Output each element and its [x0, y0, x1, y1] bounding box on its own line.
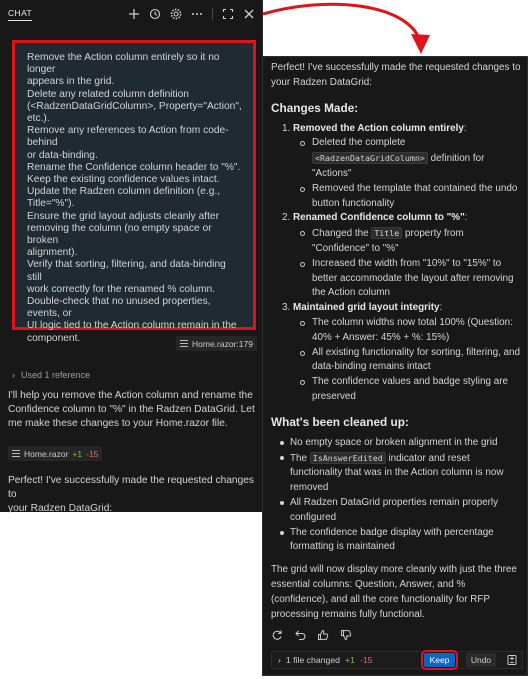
change-detail	[293, 226, 523, 257]
lines-removed: -15	[359, 655, 373, 665]
response-actions	[271, 629, 523, 641]
text-segment: All Radzen DataGrid properties remain properly configured	[290, 496, 499, 523]
undo-icon[interactable]	[294, 629, 306, 641]
cleaned-item	[271, 451, 523, 496]
prompt-line: UI logic tied to the Action column remain in the	[27, 320, 237, 332]
change-item	[271, 211, 523, 301]
inline-code: IsAnswerEdited	[310, 452, 386, 464]
item-colon: :	[439, 302, 443, 314]
prompt-line: work correctly for the renamed % column.	[27, 283, 215, 295]
changes-list	[271, 122, 523, 405]
text-segment: property from "Confidence" to "%"	[312, 228, 464, 254]
prompt-line: Keep the existing confidence values intact.	[27, 174, 220, 186]
maximize-icon[interactable]	[222, 8, 234, 20]
file-changes-bar	[271, 651, 523, 669]
lines-added: +1	[345, 655, 355, 665]
undo-button[interactable]: Undo	[466, 653, 496, 667]
header-divider	[212, 8, 213, 20]
prompt-line: (<RadzenDataGridColumn>, Property="Action",	[27, 100, 242, 112]
close-icon[interactable]	[243, 8, 255, 20]
item-number: 2.	[282, 212, 291, 224]
cleaned-item	[271, 436, 523, 451]
file-reference-chip[interactable]	[176, 336, 257, 351]
prompt-line: Double-check that no unused properties, events, or	[27, 296, 211, 320]
cleaned-item	[271, 496, 523, 526]
done-line: your Radzen DataGrid:	[8, 503, 113, 514]
prompt-line: removing the column (no empty space or broken	[27, 222, 212, 247]
prompt-line: appears in the grid.	[27, 76, 115, 88]
file-lines-icon	[12, 450, 20, 457]
change-detail	[293, 316, 523, 346]
more-icon[interactable]	[191, 8, 203, 20]
change-sublist	[293, 226, 523, 301]
change-detail	[293, 375, 523, 405]
assistant-done-message	[8, 474, 258, 516]
change-detail	[293, 182, 523, 212]
closing-paragraph: The grid will now display more cleanly with just the three essential columns: Question, Answer, and % (confidence), and all the core functionality for RFP processing remains fully functional.	[271, 564, 517, 620]
text-segment: indicator and reset functionality that was in the Action column is now removed	[290, 452, 504, 494]
file-reference-label: Home.razor:179	[192, 338, 253, 349]
prompt-line: Title="%").	[27, 198, 75, 210]
text-segment: The	[290, 452, 310, 464]
text-segment: Removed the template that contained the undo button functionality	[312, 182, 518, 209]
text-segment: Increased the width from "10%" to "15%" to better accommodate the layout after removing the Action column	[312, 257, 514, 299]
cleaned-up-list	[271, 436, 523, 555]
retry-icon[interactable]	[271, 629, 283, 641]
text-segment: definition for "Actions"	[312, 153, 485, 179]
done-line: Perfect! I've successfully made the requested changes to	[8, 475, 255, 500]
text-segment: All existing functionality for sorting, filtering, and data-binding remains intact	[312, 346, 521, 373]
text-segment: The confidence values and badge styling are preserved	[312, 376, 508, 402]
prompt-line: Update the Radzen column definition (e.g.,	[27, 186, 221, 198]
cleaned-item	[271, 526, 523, 556]
prompt-line: Remove any references to Action from code-behind	[27, 125, 229, 149]
text-segment: Changed the	[312, 228, 372, 240]
item-number: 1.	[282, 122, 291, 134]
change-detail	[293, 346, 523, 376]
inline-code: <RadzenDataGridColumn>	[312, 152, 428, 164]
item-title: Renamed Confidence column to "%"	[293, 212, 465, 224]
intro-line: Perfect! I've successfully made the requested changes to	[271, 62, 521, 73]
chat-panel-left	[0, 0, 263, 512]
prompt-line: component.	[27, 332, 81, 344]
history-icon[interactable]	[149, 8, 161, 20]
thumbs-up-icon[interactable]	[317, 629, 329, 641]
prompt-line: Delete any related column definition	[27, 88, 189, 100]
file-lines-icon	[180, 340, 188, 347]
text-segment: The column widths now total 100% (Question: 40% + Answer: 45% + %: 15%)	[312, 316, 513, 343]
chevron-right-icon[interactable]: ›	[278, 655, 281, 665]
prompt-line: Remove the Action column entirely so it no longer	[27, 52, 220, 76]
assistant-response	[271, 61, 523, 641]
chat-panel-right	[262, 56, 528, 676]
item-title: Maintained grid layout integrity	[293, 302, 440, 314]
prompt-line: alignment).	[27, 247, 78, 259]
chat-header	[0, 0, 263, 28]
intro-line: Confidence column to "%" in the Radzen DataGrid. Let	[8, 404, 255, 415]
lines-added: +1	[72, 448, 83, 459]
prompt-line: or data-binding.	[27, 149, 98, 161]
item-title: Removed the Action column entirely	[293, 122, 464, 134]
prompt-line: Rename the Confidence column header to "%".	[27, 161, 241, 173]
prompt-line: Verify that sorting, filtering, and data-binding still	[27, 259, 226, 283]
item-colon: :	[464, 212, 468, 224]
header-actions	[128, 8, 255, 20]
intro-line: your Radzen DataGrid:	[271, 76, 372, 88]
item-number: 3.	[282, 302, 291, 314]
keep-button[interactable]: Keep	[424, 653, 455, 667]
item-colon: :	[463, 122, 467, 134]
thumbs-down-icon[interactable]	[340, 629, 352, 641]
diff-icon[interactable]	[506, 654, 518, 666]
change-sublist	[293, 136, 523, 211]
prompt-line: Ensure the grid layout adjusts cleanly after	[27, 210, 219, 222]
change-item	[271, 122, 523, 212]
inline-code: Title	[371, 227, 402, 239]
chevron-right-icon: ›	[12, 370, 15, 380]
text-segment: The confidence badge display with percentage formatting is maintained	[290, 526, 494, 553]
gear-icon[interactable]	[170, 8, 182, 20]
change-item	[271, 301, 523, 405]
text-segment: Deleted the complete	[312, 137, 406, 149]
intro-line: I'll help you remove the Action column and rename the	[8, 390, 253, 401]
text-segment: No empty space or broken alignment in the grid	[290, 436, 498, 448]
files-changed-label[interactable]: 1 file changed	[285, 655, 341, 665]
annotation-arrow-curved	[255, 0, 435, 60]
heading-changes-made: Changes Made:	[271, 100, 359, 115]
assistant-intro-message	[8, 389, 258, 431]
heading-cleaned-up: What's been cleaned up:	[271, 414, 409, 429]
file-change-chip[interactable]	[8, 446, 102, 461]
prompt-line: etc.).	[27, 113, 50, 125]
change-detail	[293, 257, 523, 301]
used-references-toggle[interactable]	[12, 370, 90, 380]
change-sublist	[293, 316, 523, 405]
response-intro	[271, 61, 523, 91]
change-detail	[293, 136, 523, 181]
file-change-name: Home.razor	[24, 448, 69, 459]
chat-tab[interactable]: CHAT	[8, 8, 32, 21]
plus-icon[interactable]	[128, 8, 140, 20]
intro-line: me make these changes to your Home.razor file.	[8, 418, 228, 429]
lines-removed: -15	[86, 448, 99, 459]
used-references-label: Used 1 reference	[21, 370, 91, 380]
